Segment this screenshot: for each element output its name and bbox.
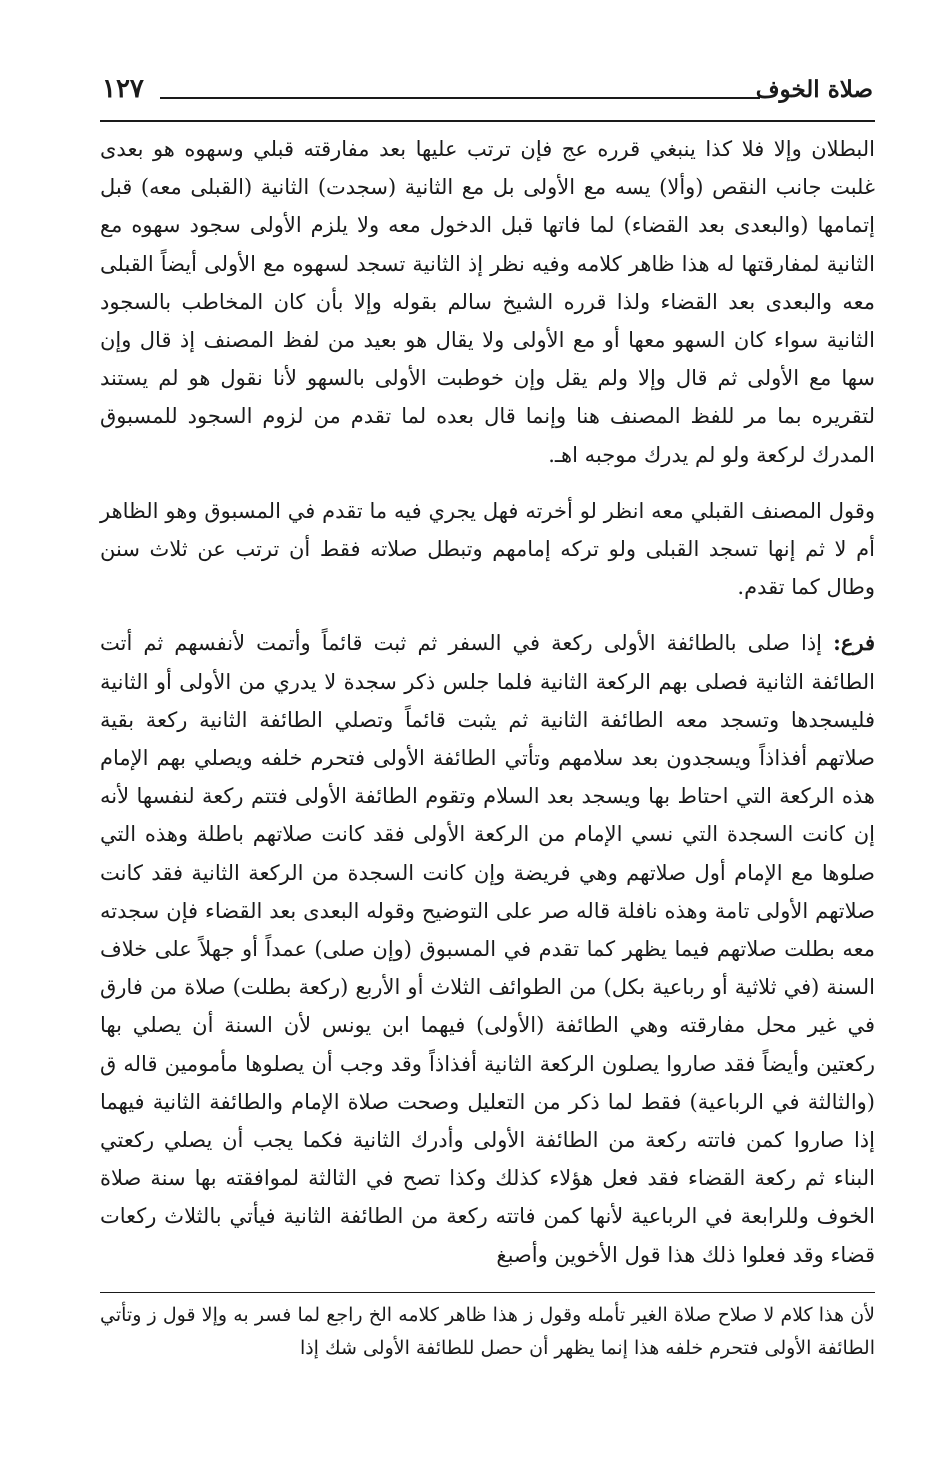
header-rule [100,120,875,122]
paragraph-1 [100,130,875,474]
paragraph-3-text: إذا صلى بالطائفة الأولى ركعة في السفر ثم ثبت قائماً وأتمت لأنفسهم ثم أتت الطائفة الثانية فصلى بهم الركعة الثانية فلما جلس ذكر سجدة لا يدري من الأولى أو الثانية فليسجدها وتسجد معه الطائفة الثانية ثم يثبت قائماً وتصلي الطائفة الثانية ركعة بقية صلاتهم أفذاذاً ويسجدون بعد سلامهم وتأتي الطائفة الأولى فتحرم خلفه ويصلي بهم الإمام هذه الركعة التي احتاط بها ويسجد بعد السلام وتقوم الطائفة الأولى فتتم ركعة لنفسها لأنه إن كانت السجدة التي نسي الإمام من الركعة الأولى فقد كانت صلاتهم باطلة وهذه التي صلوها مع الإمام أول صلاتهم وهي فريضة وإن كانت السجدة من الركعة الثانية فقد كانت صلاتهم الأولى تامة وهذه نافلة قاله صر على التوضيح وقوله البعدى بعد القضاء فإن سجدته معه بطلت صلاتهم فيما يظهر كما تقدم في المسبوق (وإن صلى) عمداً أو جهلاً على خلاف السنة (في ثلاثية أو رباعية بكل) من الطوائف الثلاث أو الأربع (ركعة بطلت) صلاة من فارق في غير محل مفارقته وهي الطائفة (الأولى) فيهما ابن يونس لأن السنة أن يصلي بها ركعتين وأيضاً فقد صاروا يصلون الركعة الثانية أفذاذاً وقد وجب أن يصلوها مأمومين قاله ق (والثالثة في الرباعية) فقط لما ذكر من التعليل وصحت صلاة الإمام والطائفة الثانية فيهما إذا صاروا كمن فاتته ركعة من الطائفة الأولى وأدرك الثانية فكما يجب أن يصلي ركعتي البناء ثم ركعة القضاء فقد فعل هؤلاء كذلك وكذا تصح في الثالثة لموافقته بها سنة صلاة الخوف وللرابعة في الرباعية لأنها كمن فاتته ركعة من الطائفة الثانية فيأتي بالثلاث ركعات قضاء وقد فعلوا ذلك هذا قول الأخوين وأصبغ [100,631,875,1267]
page-number: ١٢٧ [102,74,144,104]
paragraph-2 [100,492,875,607]
footnotes [100,1299,875,1365]
paragraph-3 [100,624,875,1273]
footnote-1: لأن هذا كلام لا صلاح صلاة الغير تأمله وقول ز هذا ظاهر كلامه الخ راجع لما فسر به وإلا قول ز وتأتي الطائفة الأولى فتحرم خلفه هذا إنما يظهر أن حصل للطائفة الأولى شك إذا [100,1303,875,1359]
footnote-separator [100,1292,875,1293]
running-header [100,70,875,114]
paragraph-2-text: وقول المصنف القبلي معه انظر لو أخرته فهل يجري فيه ما تقدم في المسبوق وهو الظاهر أم لا ثم إنها تسجد القبلى ولو تركه إمامهم وتبطل صلاته فقط أن ترتب عن ثلاث سنن وطال كما تقدم. [100,498,875,600]
paragraph-1-text: البطلان وإلا فلا كذا ينبغي قرره عج فإن ترتب عليها بعد مفارقته قبلي وسهوه هو بعدى غلبت جانب النقص (وألا) يسه مع الأولى بل مع الثانية (سجدت) الثانية (القبلى معه) قبل إتمامها (والبعدى بعد القضاء) لما فاتها قبل الدخول معه ولا يلزم الأولى سجود سهوه مع الثانية لمفارقتها له هذا ظاهر كلامه وفيه نظر إذ الثانية تسجد لسهوه مع الأولى أيضاً القبلى معه والبعدى بعد القضاء ولذا قرره الشيخ سالم بقوله وإلا بأن كان المخاطب بالسجود الثانية سواء كان السهو معها أو مع الأولى ولا يقال هو بعيد من لفظ المصنف إذ قال وإن سها مع الأولى ثم قال وإلا ولم يقل وإن خوطبت الأولى بالسهو لأنا نقول هو لم يستند لتقريره بما مر للفظ المصنف هنا وإنما قال بعده لما تقدم من لزوم السجود للمسبوق المدرك لركعة ولو لم يدرك موجبه اهـ. [100,137,875,467]
paragraph-3-lead: فرع: [833,630,875,656]
main-text [100,130,875,1274]
chapter-title: صلاة الخوف [755,76,873,103]
header-dash-line [160,97,760,99]
book-page [100,70,875,1450]
